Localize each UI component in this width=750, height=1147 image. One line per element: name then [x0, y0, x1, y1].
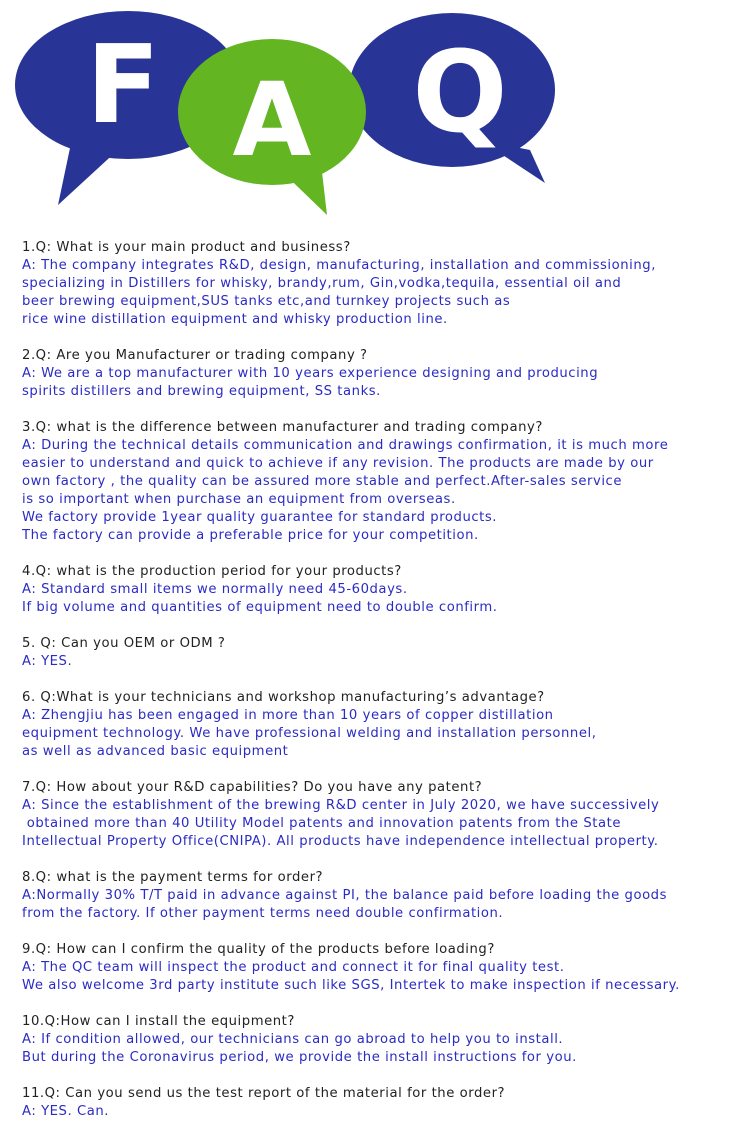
- faq-answer-line: spirits distillers and brewing equipment, SS tanks.: [22, 384, 381, 399]
- faq-question: 1.Q: What is your main product and business?: [22, 240, 351, 255]
- faq-answer-line: A: If condition allowed, our technicians can go abroad to help you to install.: [22, 1032, 564, 1047]
- faq-answer-line: If big volume and quantities of equipment need to double confirm.: [22, 600, 498, 615]
- faq-answer-line: equipment technology. We have professional welding and installation personnel,: [22, 726, 597, 741]
- faq-answer-line: specializing in Distillers for whisky, brandy,rum, Gin,vodka,tequila, essential oil and: [22, 276, 622, 291]
- faq-answer-line: A: We are a top manufacturer with 10 years experience designing and producing: [22, 366, 599, 381]
- faq-answer-line: A:Normally 30% T/T paid in advance against PI, the balance paid before loading the goods: [22, 888, 668, 903]
- faq-item: [22, 635, 742, 671]
- faq-answer-line: from the factory. If other payment terms need double confirmation.: [22, 906, 504, 921]
- faq-item: [22, 941, 742, 995]
- faq-item: [22, 689, 742, 761]
- faq-question: 10.Q:How can I install the equipment?: [22, 1014, 295, 1029]
- faq-answer-line: A: During the technical details communication and drawings confirmation, it is much more: [22, 438, 669, 453]
- faq-item: [22, 1013, 742, 1067]
- faq-answer-line: A: YES. Can.: [22, 1104, 110, 1119]
- faq-answer-line: We factory provide 1year quality guarantee for standard products.: [22, 510, 498, 525]
- faq-answer-line: A: The QC team will inspect the product and connect it for final quality test.: [22, 960, 565, 975]
- faq-list: [22, 239, 742, 1139]
- faq-question: 3.Q: what is the difference between manufacturer and trading company?: [22, 420, 543, 435]
- letter-f: F: [86, 23, 160, 148]
- faq-question: 11.Q: Can you send us the test report of the material for the order?: [22, 1086, 506, 1101]
- letter-a: A: [232, 61, 312, 180]
- faq-question: 5. Q: Can you OEM or ODM ?: [22, 636, 226, 651]
- faq-answer-line: A: Zhengjiu has been engaged in more than 10 years of copper distillation: [22, 708, 554, 723]
- faq-answer-line: beer brewing equipment,SUS tanks etc,and turnkey projects such as: [22, 294, 511, 309]
- faq-question: 8.Q: what is the payment terms for order?: [22, 870, 324, 885]
- faq-item: [22, 419, 742, 545]
- faq-answer-line: is so important when purchase an equipment from overseas.: [22, 492, 456, 507]
- faq-answer-line: A: YES.: [22, 654, 73, 669]
- faq-item: [22, 347, 742, 401]
- faq-item: [22, 869, 742, 923]
- faq-answer-line: But during the Coronavirus period, we provide the install instructions for you.: [22, 1050, 577, 1065]
- faq-answer-line: We also welcome 3rd party institute such like SGS, Intertek to make inspection if necessary.: [22, 978, 680, 993]
- faq-answer-line: Intellectual Property Office(CNIPA). All products have independence intellectual property.: [22, 834, 659, 849]
- faq-item: [22, 563, 742, 617]
- faq-answer-line: A: Since the establishment of the brewing R&D center in July 2020, we have successively: [22, 798, 660, 813]
- faq-answer-line: rice wine distillation equipment and whisky production line.: [22, 312, 448, 327]
- faq-answer-line: The factory can provide a preferable price for your competition.: [22, 528, 479, 543]
- faq-answer-line: own factory , the quality can be assured more stable and perfect.After-sales service: [22, 474, 623, 489]
- faq-answer-line: easier to understand and quick to achieve if any revision. The products are made by our: [22, 456, 654, 471]
- faq-item: [22, 779, 742, 851]
- faq-answer-line: obtained more than 40 Utility Model patents and innovation patents from the State: [22, 816, 621, 831]
- faq-item: [22, 239, 742, 329]
- faq-question: 2.Q: Are you Manufacturer or trading company ?: [22, 348, 368, 363]
- faq-banner: [0, 0, 750, 230]
- letter-q: Q: [412, 28, 508, 158]
- faq-answer-line: A: The company integrates R&D, design, manufacturing, installation and commissioning,: [22, 258, 656, 273]
- faq-item: [22, 1085, 742, 1121]
- faq-question: 4.Q: what is the production period for your products?: [22, 564, 402, 579]
- faq-question: 6. Q:What is your technicians and workshop manufacturing’s advantage?: [22, 690, 545, 705]
- faq-question: 7.Q: How about your R&D capabilities? Do you have any patent?: [22, 780, 483, 795]
- faq-answer-line: as well as advanced basic equipment: [22, 744, 289, 759]
- faq-answer-line: A: Standard small items we normally need 45-60days.: [22, 582, 408, 597]
- faq-question: 9.Q: How can I confirm the quality of the products before loading?: [22, 942, 495, 957]
- a-speech-bubble: [178, 39, 366, 215]
- q-speech-bubble: [349, 13, 555, 183]
